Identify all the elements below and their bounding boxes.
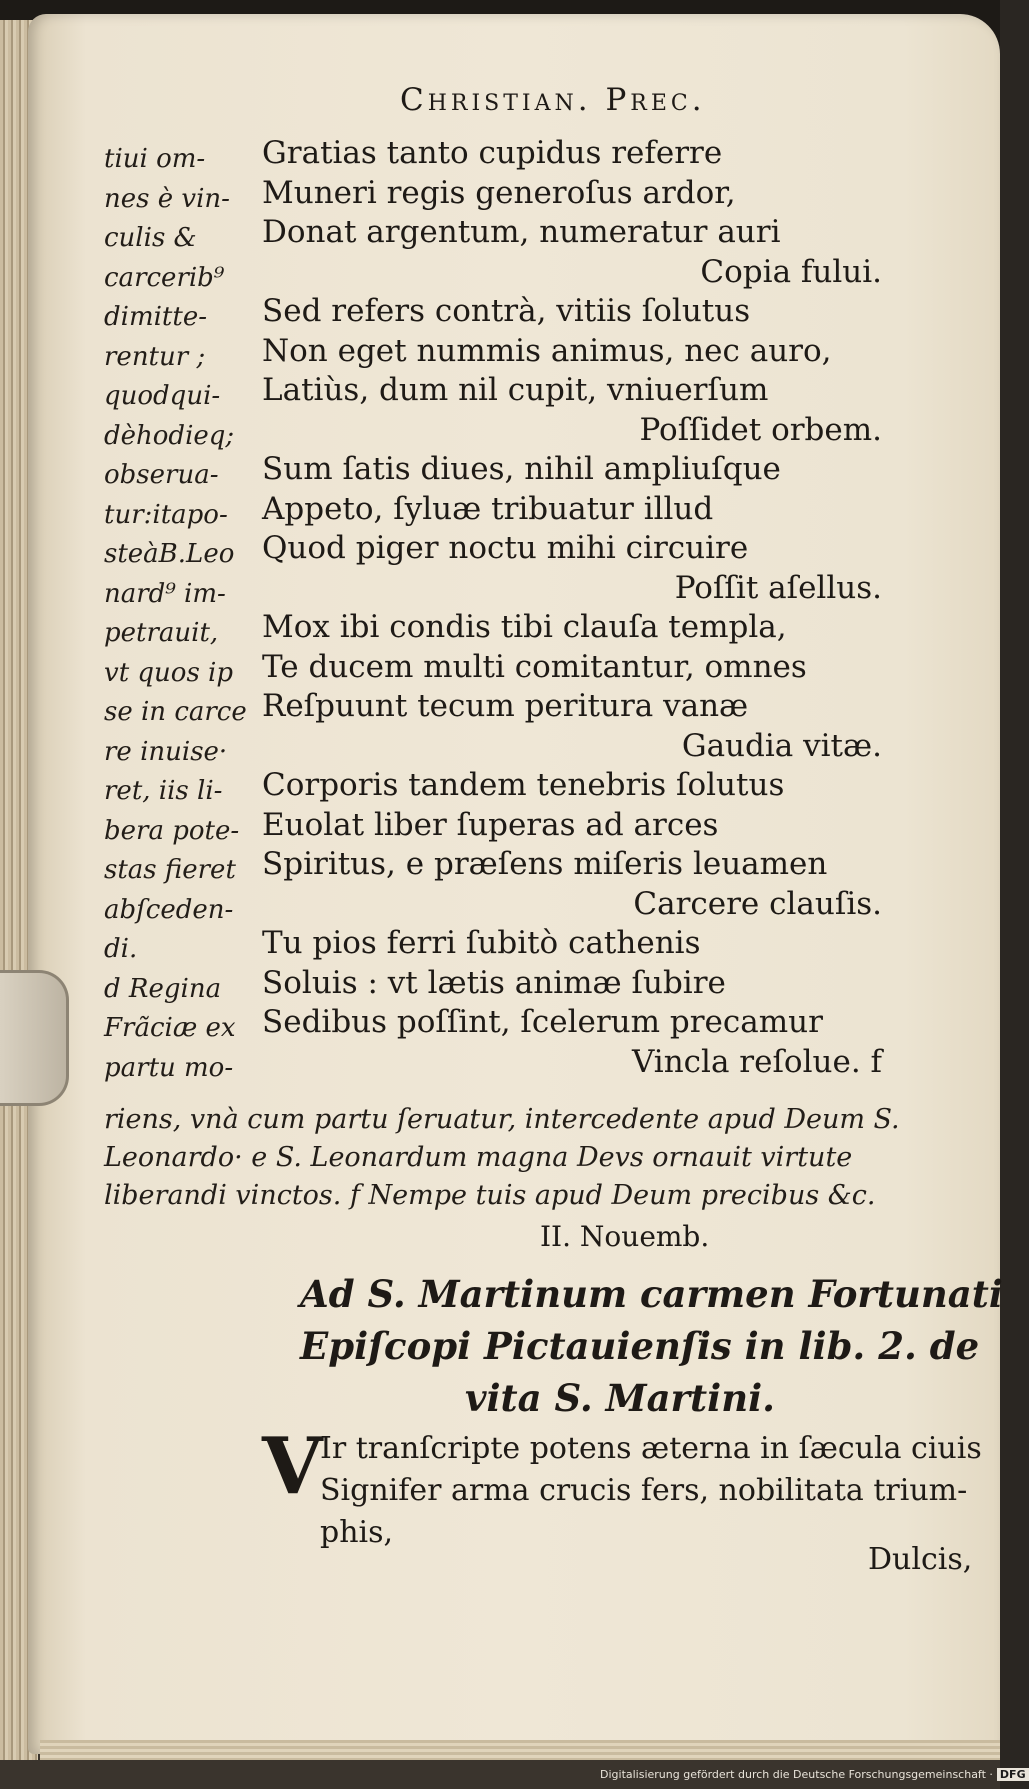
margin-note-line: tiui om- — [104, 144, 206, 174]
verse-line: Sum ſatis diues, nihil ampliuſque — [262, 451, 781, 487]
verse-line: Copia fului. — [700, 253, 882, 290]
margin-note-line: tur:itapo- — [104, 499, 228, 530]
margin-note-line: carcerib⁹ — [104, 262, 225, 293]
heading-line: Epiſcopi Pictauienſis in lib. 2. de — [300, 1324, 980, 1368]
catchword: Dulcis, — [868, 1542, 973, 1577]
verse-line: Sedibus poſſint, ſcelerum precamur — [262, 1004, 823, 1040]
margin-note — [104, 140, 274, 1088]
margin-note-line: bera pote- — [104, 815, 240, 846]
verse-line: Mox ibi condis tibi clauſa templa, — [262, 609, 787, 645]
margin-note-line: vt quos ip — [104, 657, 234, 688]
margin-note-line: nard⁹ im- — [104, 578, 226, 609]
dfg-logo: DFG — [997, 1768, 1029, 1781]
poem-line: Ir tranſcripte potens æterna in ſæcula ciuis — [320, 1431, 982, 1466]
verse-line: Poſſidet orbem. — [639, 411, 882, 448]
verse-line: Spiritus, e præſens miſeris leuamen — [262, 846, 828, 882]
verse-line: Donat argentum, numeratur auri — [262, 214, 781, 250]
margin-note-line: Frãciæ ex — [104, 1013, 236, 1043]
verse-line: Quod piger noctu mihi circuire — [262, 530, 749, 566]
wide-note-line: Leonardo· e S. Leonardum magna Devs ornauit virtute — [104, 1142, 853, 1173]
poem-line: phis, — [320, 1515, 394, 1550]
margin-note-line: ret, iis li- — [104, 776, 223, 806]
margin-note-line: re inuise· — [104, 736, 228, 767]
poem-line: Signifer arma crucis fers, nobilitata trium- — [320, 1473, 968, 1508]
margin-note-line: partu mo- — [104, 1052, 234, 1083]
heading-line: vita S. Martini. — [464, 1376, 776, 1420]
margin-note-line: steàB.Leo — [104, 539, 235, 569]
verse-line: Gaudia vitæ. — [681, 727, 882, 764]
verse-line: Carcere clauſis. — [633, 885, 882, 922]
running-head: Christian. Prec. — [400, 82, 706, 118]
digitization-credit — [600, 1768, 1029, 1781]
margin-note-line: dèhodieq; — [104, 420, 235, 451]
book-clasp — [0, 970, 69, 1106]
margin-note-line: culis & — [104, 223, 197, 253]
verse-line: Appeto, ſyluæ tribuatur illud — [262, 490, 714, 527]
page-edges-bottom — [40, 1740, 1000, 1760]
credit-text: Digitalisierung gefördert durch die Deutsche Forschungsgemeinschaft · — [600, 1768, 993, 1781]
margin-note-line: d Regina — [104, 973, 222, 1004]
margin-note-line: abſceden- — [104, 894, 234, 925]
margin-note-line: quodqui- — [104, 381, 221, 411]
verse-line: Gratias tanto cupidus referre — [262, 135, 723, 171]
wide-note-line: riens, vnà cum partu ſeruatur, intercedente apud Deum S. — [104, 1104, 900, 1135]
verse-line: Reſpuunt tecum peritura vanæ — [262, 688, 749, 724]
verse-line: Euolat liber ſuperas ad arces — [262, 806, 719, 843]
margin-note-line: petrauit, — [104, 618, 219, 648]
verse-line: Te ducem multi comitantur, omnes — [262, 648, 807, 685]
margin-note-line: rentur ; — [104, 341, 206, 372]
verse-line: Non eget nummis animus, nec auro, — [262, 332, 832, 369]
poem-block — [262, 1421, 982, 1554]
feast-date: II. Nouemb. — [540, 1220, 710, 1253]
margin-note-line: se in carce — [104, 697, 247, 727]
verse-line: Poſſit aſellus. — [674, 569, 882, 606]
margin-note-line: obserua- — [104, 460, 219, 490]
wide-note-line: liberandi vinctos. f Nempe tuis apud Deum precibus &c. — [104, 1180, 876, 1211]
margin-note-line: stas fieret — [104, 855, 236, 885]
verse-block — [262, 134, 882, 1082]
verse-line: Latiùs, dum nil cupit, vniuerſum — [262, 372, 769, 408]
section-heading — [300, 1268, 1003, 1424]
verse-line: Sed refers contrà, vitiis ſolutus — [262, 293, 751, 329]
verse-line: Corporis tandem tenebris ſolutus — [262, 767, 785, 803]
margin-note-line: di. — [104, 934, 138, 964]
margin-note-line: nes è vin- — [104, 183, 230, 214]
margin-note-line: dimitte- — [104, 302, 207, 332]
heading-line: Ad S. Martinum carmen Fortunati — [300, 1272, 1003, 1316]
verse-line: Vincla reſolue. f — [631, 1043, 882, 1080]
drop-cap: V — [262, 1421, 323, 1512]
verse-line: Muneri regis generoſus ardor, — [262, 174, 736, 211]
verse-line: Soluis : vt lætis animæ ſubire — [262, 964, 726, 1001]
verse-line: Tu pios ferri ſubitò cathenis — [262, 925, 701, 961]
